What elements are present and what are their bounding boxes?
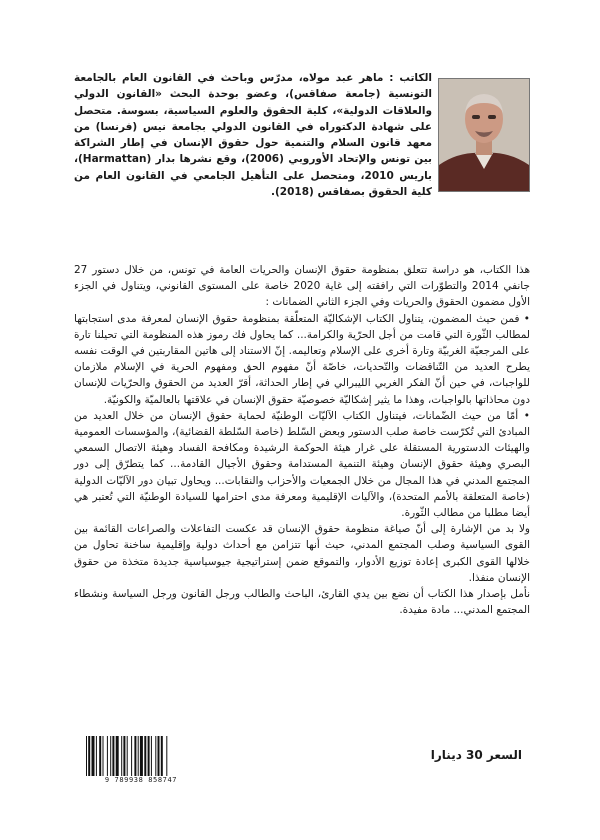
author-bio: الكاتب : ماهر عبد مولاه، مدرّس وباحث في القانون العام بالجامعة التونسية (جامعة صفاقس)، وعضو بوحدة البحث «القانون الدولي والعلاقات الدولية»، كلية الحقوق والعلوم السياسية، بسوسة. متحصل على شهادة الدكتوراه في القانون الدولي بجامعة نيس (فرنسا) من معهد قانون السلام والتنمية حول حقوق الإنسان في إطار الشراكة بين تونس والإتحاد الأوروبي (2006)، وقع نشرها بدار (Harmattan)، باريس 2010، ومتحصل على التأهيل الجامعي في القانون العام من كلية الحقوق بصفاقس (2018). (74, 72, 432, 199)
barcode-bar (155, 736, 156, 776)
price-label: السعر 30 دينارا (430, 748, 522, 762)
barcode-bar (107, 736, 108, 776)
author-photo (438, 78, 530, 192)
barcode-bar (140, 736, 143, 776)
barcode-bar (144, 736, 146, 776)
isbn-number: 9 789938 858747 (104, 776, 178, 784)
barcode-bar (103, 736, 104, 776)
barcode-bar (112, 736, 114, 776)
isbn-barcode (84, 736, 198, 776)
intro-paragraph: هذا الكتاب، هو دراسة تتعلق بمنظومة حقوق الإنسان والحريات العامة في تونس، من خلال دستور 27 جانفي 2014 والتطوّرات التي رافقته إلى غاية 2020 خاصة على المستوى القانوني، ويتناول في الجزء الأول مضمون الحقوق والحريات وفي الجزء الثاني الضمانات : (74, 264, 530, 309)
closing-paragraph: نأمل بإصدار هذا الكتاب أن نضع بين يدي القارئ، الباحث والطالب ورجل القانون ورجل السياسة ونشطاء المجتمع المدني... مادة مفيدة. (74, 588, 530, 617)
barcode-bar (86, 736, 87, 776)
content-paragraph: • فمن حيث المضمون، يتناول الكتاب الإشكاليّة المتعلّقة بمنظومة حقوق الإنسان لمعرفة مدى استجابتها لمطالب الثّورة التي قامت من أجل الحرّية والكرامة... كما يحاول فك رموز هذه المنظومة التي تحيلنا تارة على المرجعيّة الغربيّة وتارة أخرى على الإسلام وتعاليمه. إنّ الاستناد إلى هاتين المقاربتين في الوقت نفسه يطرح العديد من التّناقضات والتّحديات، خاصّة أنّ مفهوم الحق ومفهوم الحرية في الإسلام ملازمان للواجبات، في حين أنّ الفكر الغربي الليبرالي في إطار الحداثة، أقرّ العديد من الحقوق والحرّيات للإنسان دون محاذاتها بالواجبات، وهذا ما يثير إشكاليّة خصوصيّة حقوق الإنسان في علاقتها بالعالميّة والكونيّة. (74, 312, 530, 406)
barcode-bar (99, 736, 101, 776)
barcode-bar (123, 736, 125, 776)
barcode-bar (158, 736, 160, 776)
barcode-bar (134, 736, 136, 776)
barcode-bar (121, 736, 122, 776)
barcode-bar (161, 736, 163, 776)
barcode-bar (116, 736, 119, 776)
barcode-bar (151, 736, 152, 776)
barcode-bar (110, 736, 111, 776)
book-description (74, 262, 530, 618)
barcode-bar (127, 736, 128, 776)
barcode-bar (166, 736, 167, 776)
barcode-bar (88, 736, 90, 776)
author-section (70, 70, 530, 256)
barcode-bar (148, 736, 150, 776)
author-portrait-image (439, 79, 529, 191)
guarantees-paragraph: • أمّا من حيث الضّمانات، فيتناول الكتاب الآليّات الوطنيّة لحماية حقوق الإنسان من خلال العديد من المبادئ التي تُكرّست خاصة صلب الدستور وبعض السّلط (خاصة السّلطة القضائية)، والمؤسسات العمومية والهيئات الدستورية المستقلة على غرار هيئة الحوكمة الرشيدة ومكافحة الفساد وهيئة الاتصال السمعي البصري وهيئة حقوق الإنسان وهيئة التنمية المستدامة وحقوق الأجيال القادمة... كما يتطرّق إلى دور المجتمع المدني في هذا المجال من خلال الجمعيات والأحزاب والنقابات... ويحاول تبيان دور الآليّات الدولية (خاصة المتعلقة بالأمم المتحدة)، والآليات الإقليمية ومعرفة مدى احترامها للسيادة الوطنيّة التي تُعتبر هي أيضا مطلبا من مطالب الثّورة. (74, 409, 530, 520)
barcode-bar (131, 736, 132, 776)
barcode-bar (138, 736, 139, 776)
context-paragraph: ولا بد من الإشارة إلى أنّ صياغة منظومة حقوق الإنسان قد عكست التفاعلات والصراعات القائمة بين القوى السياسية وصلب المجتمع المدني، حيث أنها تتزامن مع أحداث دولية وإقليمية ساخنة تحاول من خلالها القوى الكبرى إعادة توزيع الأدوار، والتموقع ضمن إستراتيجية جيوسياسية جديدة متخذة من حقوق الإنسان منفذا. (74, 523, 530, 584)
barcode-bar (92, 736, 95, 776)
barcode-bar (96, 736, 97, 776)
